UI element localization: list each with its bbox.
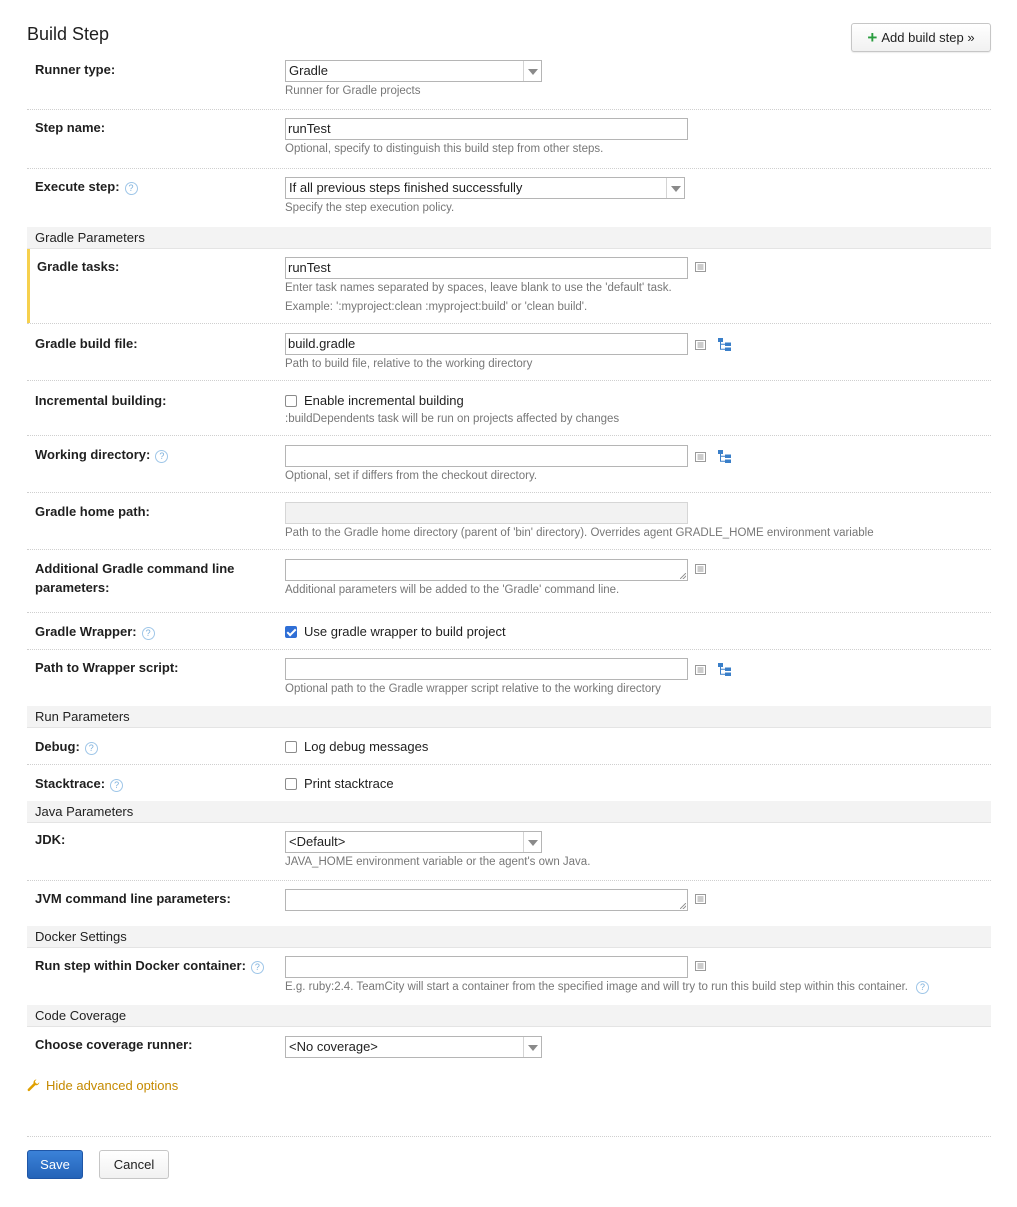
execute-step-hint: Specify the step execution policy.	[285, 202, 455, 214]
save-button[interactable]: Save	[27, 1150, 83, 1179]
step-name-input[interactable]: runTest	[285, 118, 688, 140]
row-cmd-params	[27, 550, 991, 613]
incremental-checkbox-label: Enable incremental building	[304, 393, 464, 408]
cmd-params-label-line2: parameters:	[35, 580, 110, 595]
cmd-params-textarea[interactable]	[285, 559, 688, 581]
parameters-icon[interactable]	[695, 564, 706, 574]
row-build-file	[27, 324, 991, 381]
stacktrace-checkbox-label: Print stacktrace	[304, 776, 394, 791]
file-tree-icon[interactable]	[718, 663, 732, 676]
gradle-home-label: Gradle home path:	[35, 504, 150, 519]
row-execute-step	[27, 169, 991, 227]
chevron-down-icon	[523, 832, 541, 852]
gradle-tasks-label: Gradle tasks:	[37, 259, 120, 274]
cmd-params-label-line1: Additional Gradle command line	[35, 561, 235, 576]
incremental-hint: :buildDependents task will be run on projects affected by changes	[285, 413, 620, 425]
debug-label: Debug:	[35, 739, 80, 754]
wrapper-checkbox[interactable]	[285, 626, 297, 638]
parameters-icon[interactable]	[695, 340, 706, 350]
section-java-parameters: Java Parameters	[27, 801, 991, 823]
hide-advanced-label: Hide advanced options	[46, 1078, 179, 1093]
docker-hint: E.g. ruby:2.4. TeamCity will start a container from the specified image and will try to run this build step within this container.	[285, 981, 908, 993]
docker-label: Run step within Docker container:	[35, 958, 246, 973]
parameters-icon[interactable]	[695, 665, 706, 675]
wrench-icon	[27, 1079, 40, 1092]
help-icon[interactable]: ?	[251, 961, 264, 974]
plus-icon: +	[867, 28, 878, 47]
wrapper-path-label: Path to Wrapper script:	[35, 660, 179, 675]
footer-divider	[27, 1136, 991, 1137]
row-coverage	[27, 1027, 991, 1067]
row-gradle-tasks	[27, 249, 991, 324]
stacktrace-checkbox[interactable]	[285, 778, 297, 790]
jvm-params-textarea[interactable]	[285, 889, 688, 911]
help-icon[interactable]: ?	[142, 627, 155, 640]
section-docker-settings: Docker Settings	[27, 926, 991, 948]
help-icon[interactable]: ?	[110, 779, 123, 792]
row-debug	[27, 728, 991, 765]
row-jvm-params	[27, 881, 991, 926]
chevron-down-icon	[523, 61, 541, 81]
parameters-icon[interactable]	[695, 452, 706, 462]
coverage-select[interactable]	[285, 1036, 542, 1058]
help-icon[interactable]: ?	[85, 742, 98, 755]
build-step-form	[27, 54, 991, 1067]
jdk-select[interactable]	[285, 831, 542, 853]
page-title: Build Step	[27, 24, 110, 44]
row-working-directory	[27, 436, 991, 493]
file-tree-icon[interactable]	[718, 338, 732, 351]
execute-step-select[interactable]	[285, 177, 685, 199]
debug-checkbox[interactable]	[285, 741, 297, 753]
build-file-label: Gradle build file:	[35, 336, 138, 351]
help-icon[interactable]: ?	[916, 981, 929, 994]
execute-step-value: If all previous steps finished successfully	[289, 180, 523, 195]
row-wrapper-path	[27, 650, 991, 706]
row-gradle-home	[27, 493, 991, 550]
wrapper-checkbox-label: Use gradle wrapper to build project	[304, 624, 506, 639]
working-dir-label: Working directory:	[35, 447, 151, 462]
gradle-tasks-example: Example: ':myproject:clean :myproject:build' or 'clean build'.	[285, 301, 588, 313]
help-icon[interactable]: ?	[155, 450, 168, 463]
add-build-step-label: Add build step »	[881, 30, 975, 45]
jdk-value: <Default>	[289, 834, 346, 849]
section-run-parameters: Run Parameters	[27, 706, 991, 728]
chevron-down-icon	[523, 1037, 541, 1057]
parameters-icon[interactable]	[695, 262, 706, 272]
working-dir-hint: Optional, set if differs from the checkout directory.	[285, 470, 538, 482]
coverage-value: <No coverage>	[289, 1039, 378, 1054]
row-runner-type	[27, 54, 991, 110]
incremental-label: Incremental building:	[35, 393, 167, 408]
build-file-input[interactable]: build.gradle	[285, 333, 688, 355]
runner-type-label: Runner type:	[35, 62, 116, 77]
parameters-icon[interactable]	[695, 894, 706, 904]
row-incremental	[27, 381, 991, 436]
file-tree-icon[interactable]	[718, 450, 732, 463]
section-gradle-parameters: Gradle Parameters	[27, 227, 991, 249]
runner-type-select[interactable]	[285, 60, 542, 82]
gradle-home-hint: Path to the Gradle home directory (parent of 'bin' directory). Overrides agent GRADLE_HOME environment variable	[285, 527, 874, 539]
parameters-icon[interactable]	[695, 961, 706, 971]
wrapper-path-input[interactable]	[285, 658, 688, 680]
incremental-checkbox[interactable]	[285, 395, 297, 407]
gradle-tasks-hint: Enter task names separated by spaces, leave blank to use the 'default' task.	[285, 282, 672, 294]
wrapper-label: Gradle Wrapper:	[35, 624, 137, 639]
section-code-coverage: Code Coverage	[27, 1005, 991, 1027]
cmd-params-hint: Additional parameters will be added to the 'Gradle' command line.	[285, 584, 620, 596]
wrapper-path-hint: Optional path to the Gradle wrapper script relative to the working directory	[285, 683, 661, 695]
row-stacktrace	[27, 765, 991, 801]
coverage-label: Choose coverage runner:	[35, 1037, 193, 1052]
gradle-home-input	[285, 502, 688, 524]
row-docker	[27, 948, 991, 1005]
step-name-hint: Optional, specify to distinguish this build step from other steps.	[285, 143, 604, 155]
cancel-button[interactable]: Cancel	[99, 1150, 169, 1179]
docker-image-input[interactable]	[285, 956, 688, 978]
execute-step-label: Execute step:	[35, 179, 120, 194]
debug-checkbox-label: Log debug messages	[304, 739, 429, 754]
jdk-label: JDK:	[35, 832, 66, 847]
add-build-step-button[interactable]	[851, 23, 991, 52]
runner-type-hint: Runner for Gradle projects	[285, 85, 421, 97]
row-step-name	[27, 110, 991, 169]
help-icon[interactable]: ?	[125, 182, 138, 195]
jdk-hint: JAVA_HOME environment variable or the agent's own Java.	[285, 856, 591, 868]
stacktrace-label: Stacktrace:	[35, 776, 106, 791]
row-jdk	[27, 823, 991, 881]
working-dir-input[interactable]	[285, 445, 688, 467]
runner-type-value: Gradle	[289, 63, 329, 78]
row-gradle-wrapper	[27, 613, 991, 650]
chevron-down-icon	[666, 178, 684, 198]
gradle-tasks-input[interactable]: runTest	[285, 257, 688, 279]
build-file-hint: Path to build file, relative to the working directory	[285, 358, 533, 370]
jvm-params-label: JVM command line parameters:	[35, 891, 231, 906]
hide-advanced-options-link[interactable]	[27, 1078, 178, 1093]
step-name-label: Step name:	[35, 120, 106, 135]
